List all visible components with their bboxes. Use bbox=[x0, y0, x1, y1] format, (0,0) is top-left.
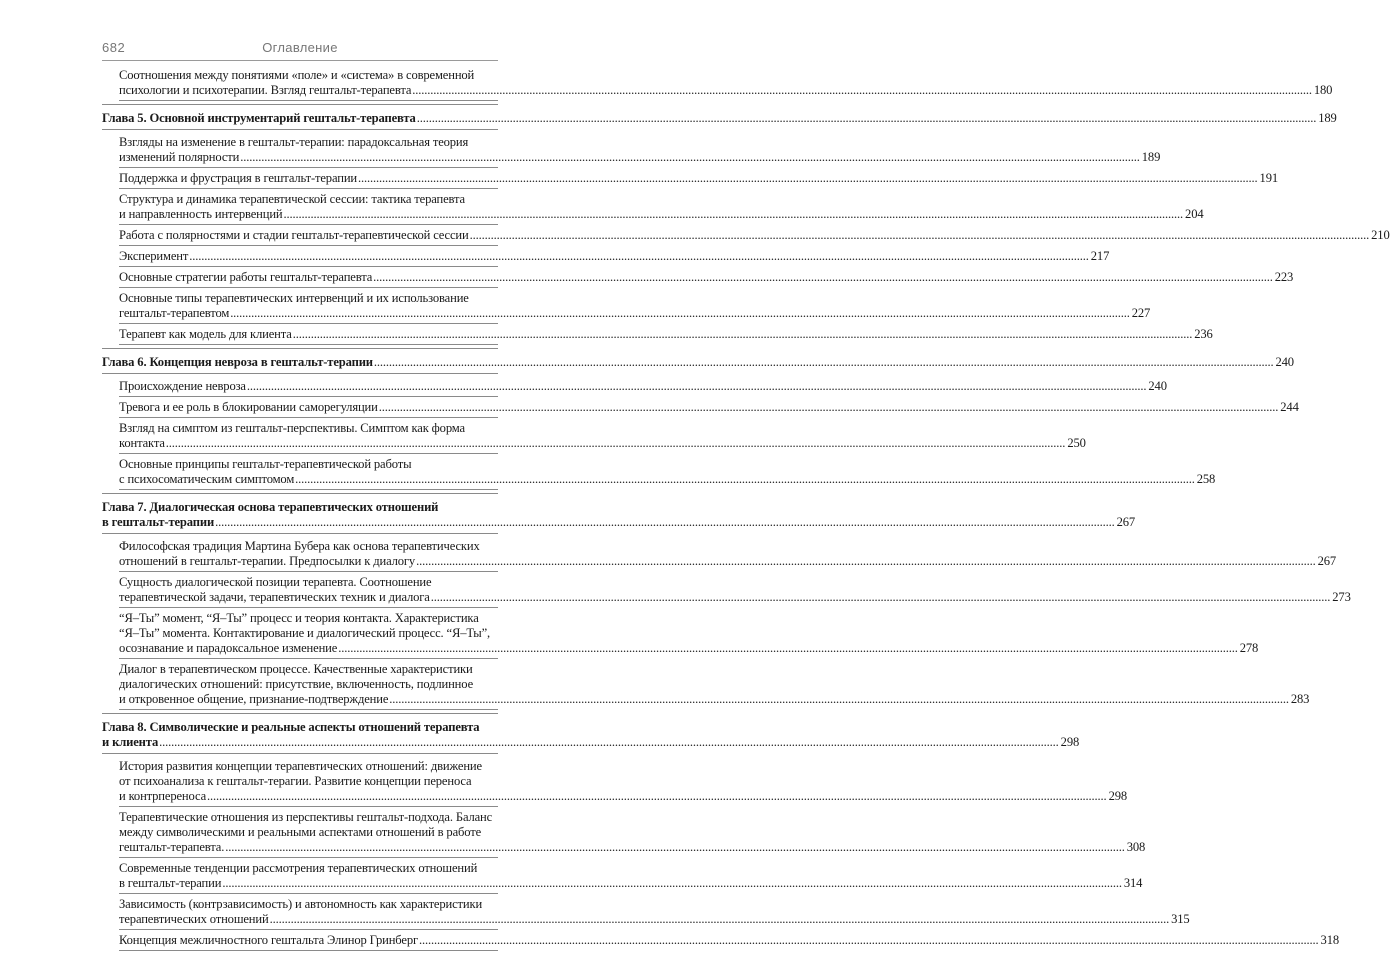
dot-leader: ............................................................................................................................................................................................................................................................................................................ bbox=[230, 306, 1130, 320]
toc-page-number: 227 bbox=[1131, 306, 1151, 320]
toc-section-entry[interactable] bbox=[102, 228, 1390, 246]
chapter-divider bbox=[102, 348, 498, 349]
dot-leader: ............................................................................................................................................................................................................................................................................................................ bbox=[469, 228, 1370, 242]
dot-leader: ............................................................................................................................................................................................................................................................................................................ bbox=[389, 692, 1289, 706]
toc-page-number: 267 bbox=[1116, 515, 1136, 529]
entry-underline bbox=[119, 417, 498, 418]
toc-entry-line: и контрпереноса bbox=[119, 789, 207, 803]
toc-section-entry[interactable] bbox=[102, 135, 1161, 168]
toc-section-entry[interactable] bbox=[102, 611, 1259, 659]
toc-section-entry[interactable] bbox=[102, 249, 1110, 267]
toc-entry-line: Основные типы терапевтических интервенций и их использование bbox=[119, 291, 469, 305]
toc-section-entry[interactable] bbox=[102, 192, 1204, 225]
toc-entry-line: терапевтической задачи, терапевтических техник и диалога bbox=[119, 590, 430, 604]
entry-underline bbox=[119, 658, 498, 659]
toc-page-number: 318 bbox=[1320, 933, 1339, 947]
entry-underline bbox=[119, 806, 498, 807]
toc-chapter-entry[interactable] bbox=[102, 497, 1136, 539]
entry-underline bbox=[119, 396, 498, 397]
toc-section-entry[interactable] bbox=[102, 759, 1128, 807]
dot-leader: ............................................................................................................................................................................................................................................................................................................ bbox=[165, 436, 1066, 450]
entry-underline bbox=[119, 344, 498, 345]
running-title: Оглавление bbox=[262, 40, 338, 55]
chapter-divider bbox=[102, 104, 498, 105]
toc-entry-line: Соотношения между понятиями «поле» и «система» в современной bbox=[119, 68, 475, 82]
dot-leader: ............................................................................................................................................................................................................................................................................................................ bbox=[412, 83, 1312, 97]
dot-leader: ............................................................................................................................................................................................................................................................................................................ bbox=[215, 515, 1115, 529]
entry-underline bbox=[119, 929, 498, 930]
toc-page-number: 298 bbox=[1108, 789, 1128, 803]
entry-underline bbox=[119, 453, 498, 454]
dot-leader: ............................................................................................................................................................................................................................................................................................................ bbox=[416, 554, 1316, 568]
dot-leader: ............................................................................................................................................................................................................................................................................................................ bbox=[373, 270, 1273, 284]
entry-underline bbox=[119, 893, 498, 894]
toc-section-entry[interactable] bbox=[102, 291, 1151, 324]
toc-section-entry[interactable] bbox=[102, 662, 1310, 710]
dot-leader: ............................................................................................................................................................................................................................................................................................................ bbox=[159, 735, 1059, 749]
toc-section-entry[interactable] bbox=[102, 810, 1146, 858]
chapter-divider bbox=[102, 713, 498, 714]
chapter-underline bbox=[102, 129, 498, 130]
chapter-underline bbox=[102, 753, 498, 754]
toc-section-entry[interactable] bbox=[102, 270, 1294, 288]
toc-entry-line: с психосоматическим симптомом bbox=[119, 472, 295, 486]
toc-page-number: 267 bbox=[1317, 554, 1337, 568]
entry-underline bbox=[119, 224, 498, 225]
entry-underline bbox=[119, 489, 498, 490]
toc-entry-line: терапевтических отношений bbox=[119, 912, 269, 926]
toc-entry-line: Взгляды на изменение в гештальт-терапии: парадоксальная теория bbox=[119, 135, 469, 149]
toc-chapter-entry[interactable] bbox=[102, 352, 1294, 379]
entry-underline bbox=[119, 607, 498, 608]
toc-entry-line: Структура и динамика терапевтической сессии: тактика терапевта bbox=[119, 192, 465, 206]
toc-page-number: 283 bbox=[1290, 692, 1310, 706]
dot-leader: ............................................................................................................................................................................................................................................................................................................ bbox=[295, 472, 1195, 486]
toc-page-number: 191 bbox=[1259, 171, 1278, 185]
table-of-contents bbox=[102, 68, 1390, 954]
dot-leader: ............................................................................................................................................................................................................................................................................................................ bbox=[240, 150, 1140, 164]
toc-page-number: 298 bbox=[1060, 735, 1080, 749]
toc-page-number: 273 bbox=[1332, 590, 1351, 604]
toc-entry-line: между символическими и реальными аспектами отношений в работе bbox=[119, 825, 482, 839]
entry-underline bbox=[119, 167, 498, 168]
toc-page-number: 189 bbox=[1141, 150, 1161, 164]
toc-entry-line: Основные принципы гештальт-терапевтической работы bbox=[119, 457, 412, 471]
toc-section-entry[interactable] bbox=[102, 457, 1216, 490]
toc-section-entry[interactable] bbox=[102, 327, 1213, 345]
dot-leader: ............................................................................................................................................................................................................................................................................................................ bbox=[378, 400, 1279, 414]
entry-underline bbox=[119, 188, 498, 189]
dot-leader: ............................................................................................................................................................................................................................................................................................................ bbox=[430, 590, 1331, 604]
entry-underline bbox=[119, 709, 498, 710]
toc-entry-line: от психоанализа к гештальт-терагии. Развитие концепции переноса bbox=[119, 774, 472, 788]
toc-entry-line: Происхождение невроза bbox=[119, 379, 246, 393]
toc-entry-line: и клиента bbox=[102, 735, 159, 749]
toc-page-number: 314 bbox=[1123, 876, 1143, 890]
dot-leader: ............................................................................................................................................................................................................................................................................................................ bbox=[283, 207, 1184, 221]
toc-entry-line: Поддержка и фрустрация в гештальт-терапии bbox=[119, 171, 357, 185]
dot-leader: ............................................................................................................................................................................................................................................................................................................ bbox=[207, 789, 1107, 803]
entry-underline bbox=[119, 287, 498, 288]
toc-page-number: 204 bbox=[1185, 207, 1204, 221]
toc-section-entry[interactable] bbox=[102, 400, 1299, 418]
dot-leader: ............................................................................................................................................................................................................................................................................................................ bbox=[338, 641, 1238, 655]
entry-underline bbox=[119, 245, 498, 246]
toc-entry-line: и откровенное общение, признание-подтверждение bbox=[119, 692, 389, 706]
toc-entry-line: Тревога и ее роль в блокировании саморегуляции bbox=[119, 400, 378, 414]
toc-entry-line: отношений в гештальт-терапии. Предпосылки к диалогу bbox=[119, 554, 416, 568]
toc-entry-line: Основные стратегии работы гештальт-терапевта bbox=[119, 270, 373, 284]
toc-page-number: 223 bbox=[1274, 270, 1294, 284]
entry-underline bbox=[119, 571, 498, 572]
toc-entry-line: гештальт-терапевта. bbox=[119, 840, 225, 854]
chapter-divider bbox=[102, 493, 498, 494]
toc-page-number: 278 bbox=[1239, 641, 1259, 655]
toc-entry-line: Глава 8. Символические и реальные аспекты отношений терапевта bbox=[102, 720, 480, 734]
running-header bbox=[102, 40, 498, 60]
toc-entry-line: Работа с полярностями и стадии гештальт-терапевтической сессии bbox=[119, 228, 469, 242]
toc-entry-line: “Я–Ты” момента. Контактирование и диалогический процесс. “Я–Ты”, bbox=[119, 626, 491, 640]
toc-page-number: 315 bbox=[1171, 912, 1190, 926]
header-divider bbox=[102, 60, 498, 61]
toc-entry-line: Сущность диалогической позиции терапевта. Соотношение bbox=[119, 575, 432, 589]
entry-underline bbox=[119, 323, 498, 324]
entry-underline bbox=[119, 100, 498, 101]
dot-leader: ............................................................................................................................................................................................................................................................................................................ bbox=[292, 327, 1193, 341]
toc-section-entry[interactable] bbox=[102, 171, 1278, 189]
toc-page-number: 244 bbox=[1280, 400, 1299, 414]
toc-page-number: 258 bbox=[1196, 472, 1216, 486]
toc-page-number: 180 bbox=[1313, 83, 1333, 97]
chapter-underline bbox=[102, 533, 498, 534]
toc-entry-line: Терапевт как модель для клиента bbox=[119, 327, 292, 341]
dot-leader: ............................................................................................................................................................................................................................................................................................................ bbox=[358, 171, 1258, 185]
entry-underline bbox=[119, 950, 498, 951]
toc-entry-line: Эксперимент bbox=[119, 249, 189, 263]
dot-leader: ............................................................................................................................................................................................................................................................................................................ bbox=[189, 249, 1089, 263]
toc-page-number: 308 bbox=[1126, 840, 1146, 854]
toc-page-number: 240 bbox=[1148, 379, 1167, 393]
toc-page-number: 236 bbox=[1194, 327, 1213, 341]
dot-leader: ............................................................................................................................................................................................................................................................................................................ bbox=[419, 933, 1319, 947]
toc-entry-line: в гештальт-терапии bbox=[102, 515, 215, 529]
toc-section-entry[interactable] bbox=[102, 379, 1167, 397]
toc-entry-line: контакта bbox=[119, 436, 165, 450]
toc-entry-line: диалогических отношений: присутствие, включенность, подлинное bbox=[119, 677, 474, 691]
toc-entry-line: Философская традиция Мартина Бубера как основа терапевтических bbox=[119, 539, 480, 553]
toc-entry-line: гештальт-терапевтом bbox=[119, 306, 230, 320]
dot-leader: ............................................................................................................................................................................................................................................................................................................ bbox=[246, 379, 1147, 393]
toc-chapter-entry[interactable] bbox=[102, 108, 1337, 135]
toc-section-entry[interactable] bbox=[102, 539, 1337, 572]
page-number: 682 bbox=[102, 40, 126, 55]
toc-entry-line: в гештальт-терапии bbox=[119, 876, 222, 890]
dot-leader: ............................................................................................................................................................................................................................................................................................................ bbox=[225, 840, 1125, 854]
toc-section-entry[interactable] bbox=[102, 68, 1333, 101]
toc-section-entry[interactable] bbox=[102, 575, 1351, 608]
toc-entry-line: Диалог в терапевтическом процессе. Качественные характеристики bbox=[119, 662, 473, 676]
toc-page-number: 210 bbox=[1371, 228, 1390, 242]
toc-page-number: 189 bbox=[1318, 111, 1337, 125]
entry-underline bbox=[119, 857, 498, 858]
dot-leader: ............................................................................................................................................................................................................................................................................................................ bbox=[269, 912, 1170, 926]
toc-entry-line: Терапевтические отношения из перспективы гештальт-подхода. Баланс bbox=[119, 810, 493, 824]
toc-entry-line: Концепция межличностного гештальта Элинор Гринберг bbox=[119, 933, 418, 947]
toc-entry-line: Взгляд на симптом из гештальт-перспективы. Симптом как форма bbox=[119, 421, 465, 435]
toc-page-number: 250 bbox=[1067, 436, 1086, 450]
toc-entry-line: История развития концепции терапевтических отношений: движение bbox=[119, 759, 482, 773]
dot-leader: ............................................................................................................................................................................................................................................................................................................ bbox=[222, 876, 1122, 890]
toc-entry-line: “Я–Ты” момент, “Я–Ты” процесс и теория контакта. Характеристика bbox=[119, 611, 479, 625]
toc-page-number: 240 bbox=[1275, 355, 1294, 369]
toc-entry-line: психологии и психотерапии. Взгляд гештальт-терапевта bbox=[119, 83, 412, 97]
toc-section-entry[interactable] bbox=[102, 897, 1190, 930]
toc-page-number: 217 bbox=[1090, 249, 1110, 263]
toc-chapter-entry[interactable] bbox=[102, 717, 1080, 759]
toc-entry-line: Современные тенденции рассмотрения терапевтических отношений bbox=[119, 861, 478, 875]
toc-section-entry[interactable] bbox=[102, 933, 1339, 951]
entry-underline bbox=[119, 266, 498, 267]
chapter-underline bbox=[102, 373, 498, 374]
toc-entry-line: осознавание и парадоксальное изменение bbox=[119, 641, 338, 655]
toc-section-entry[interactable] bbox=[102, 861, 1143, 894]
toc-entry-line: Глава 7. Диалогическая основа терапевтических отношений bbox=[102, 500, 439, 514]
dot-leader: ............................................................................................................................................................................................................................................................................................................ bbox=[373, 355, 1274, 369]
toc-entry-line: Глава 6. Концепция невроза в гештальт-терапии bbox=[102, 355, 373, 369]
toc-entry-line: Глава 5. Основной инструментарий гештальт-терапевта bbox=[102, 111, 416, 125]
dot-leader: ............................................................................................................................................................................................................................................................................................................ bbox=[416, 111, 1317, 125]
toc-entry-line: и направленность интервенций bbox=[119, 207, 283, 221]
toc-entry-line: изменений полярности bbox=[119, 150, 240, 164]
toc-section-entry[interactable] bbox=[102, 421, 1086, 454]
toc-entry-line: Зависимость (контрзависимость) и автономность как характеристики bbox=[119, 897, 483, 911]
